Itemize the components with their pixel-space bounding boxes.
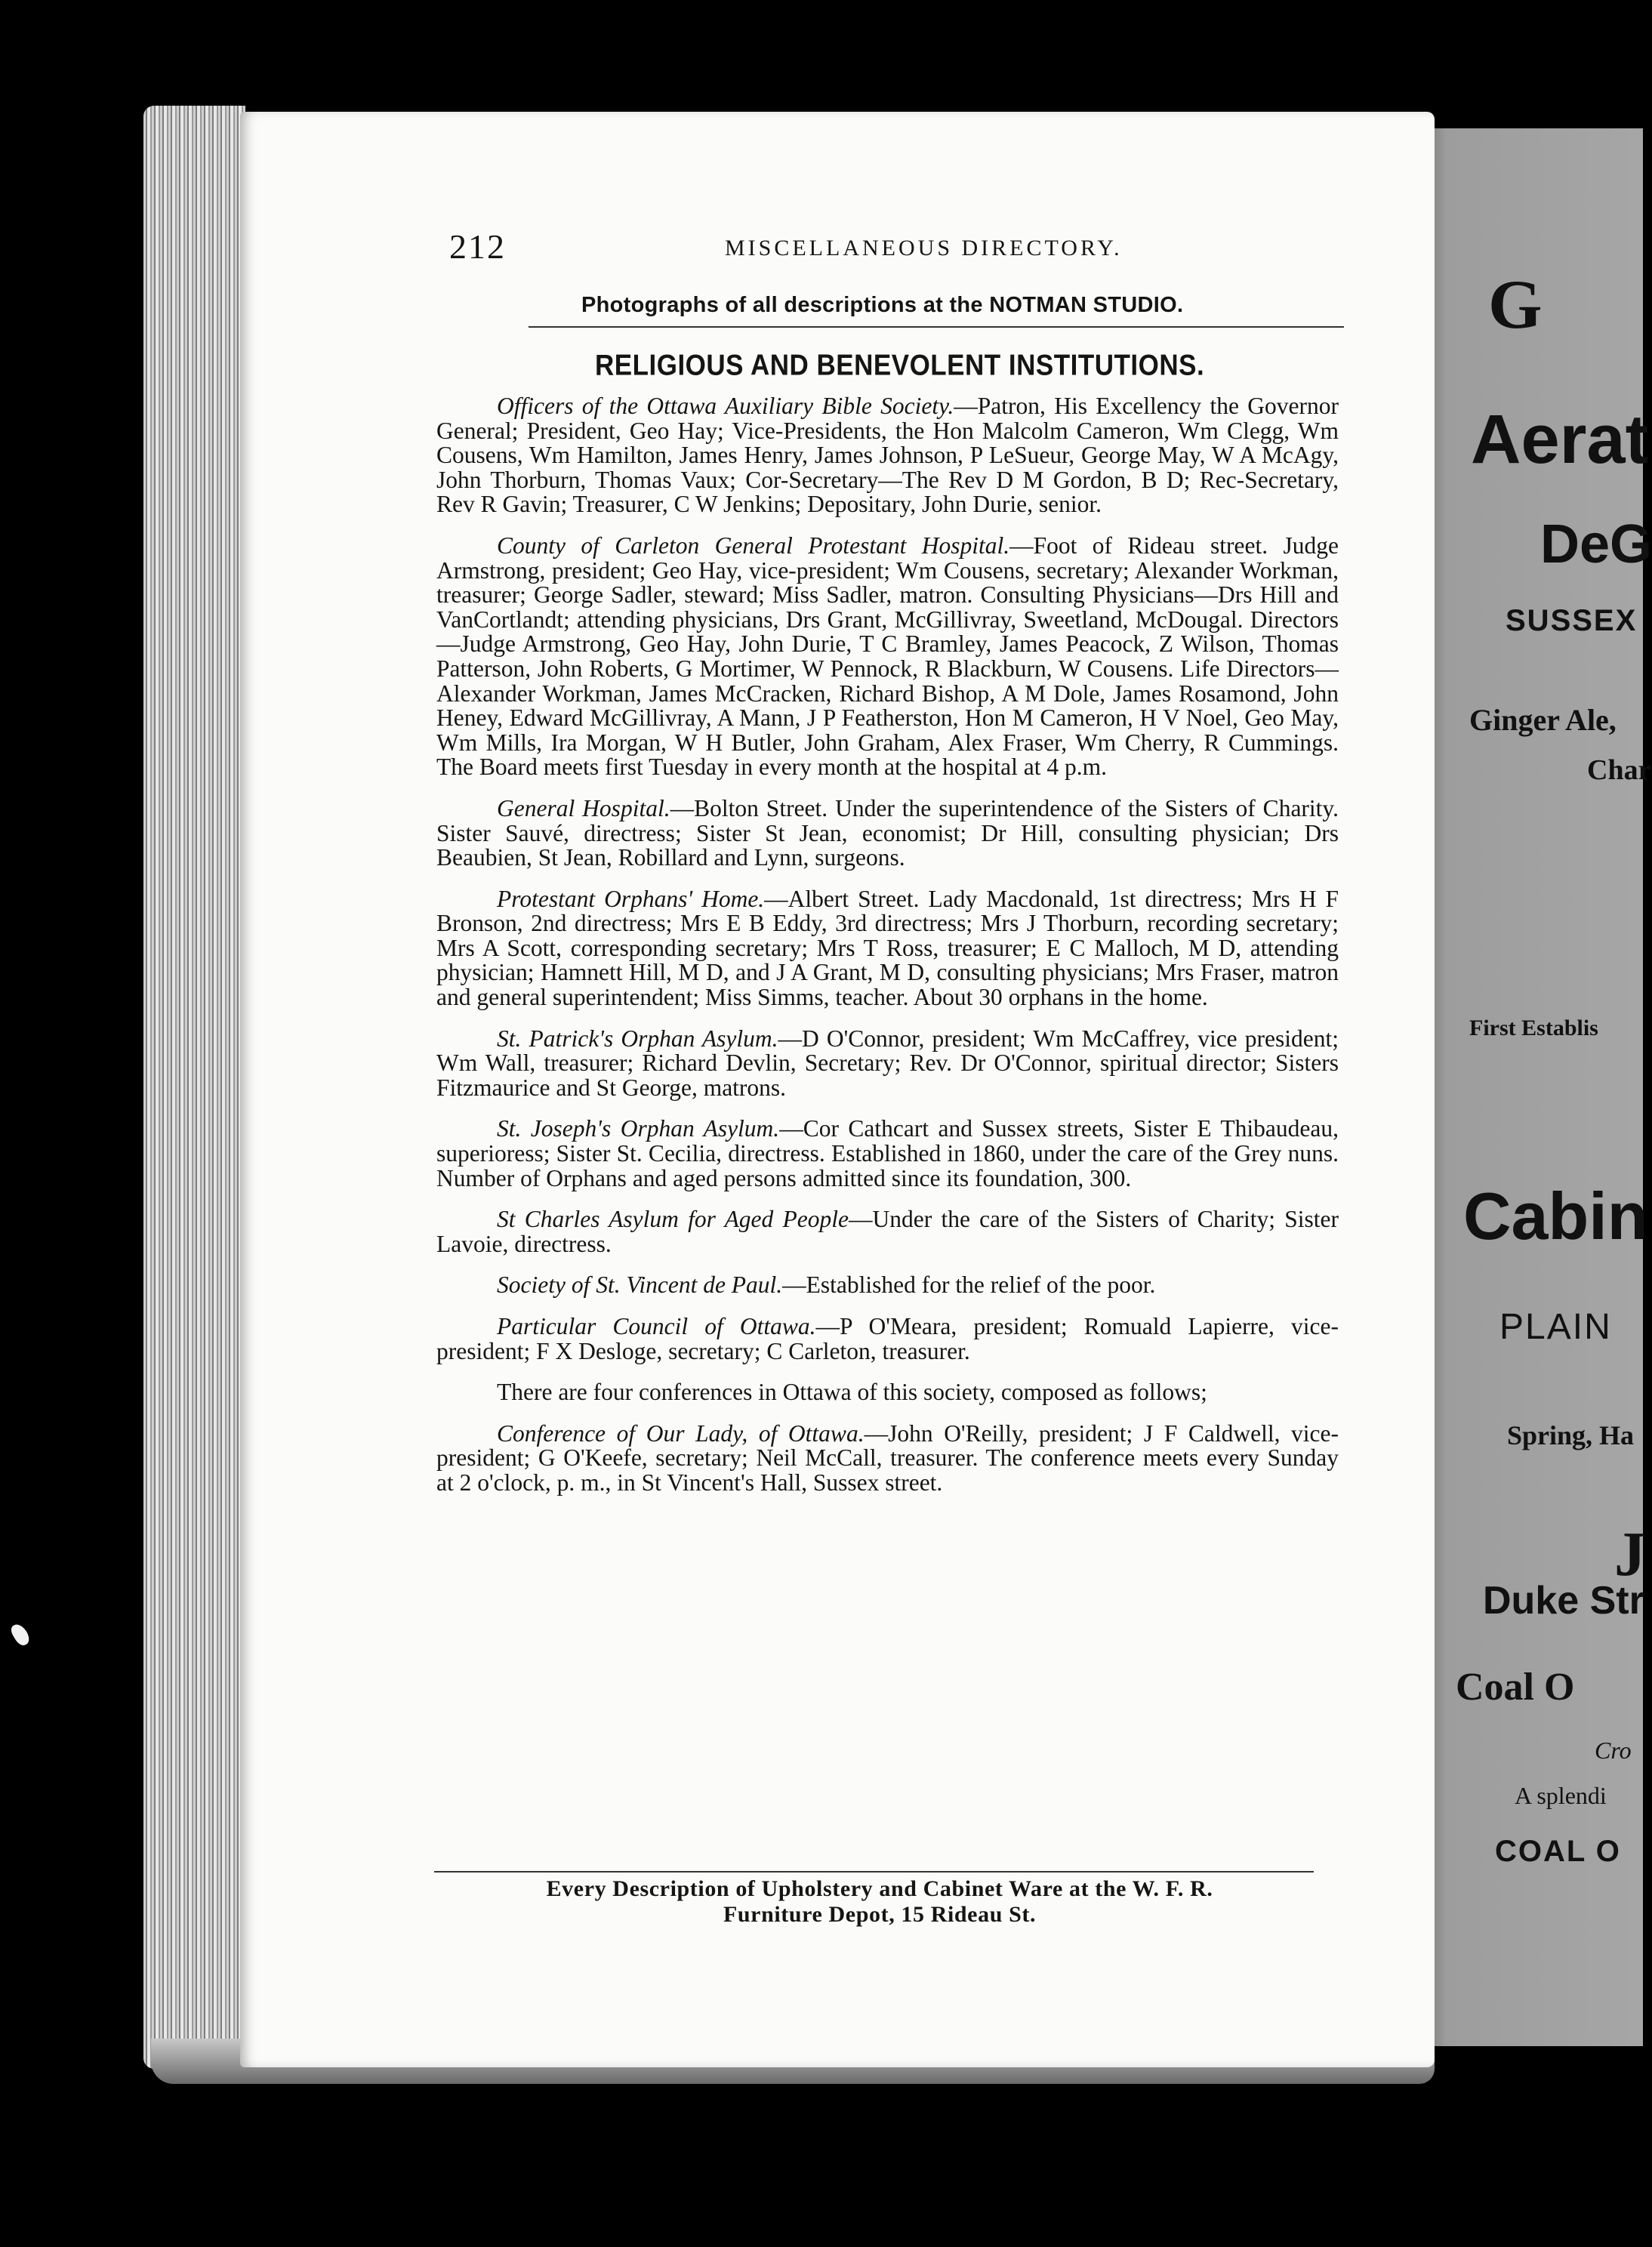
institution-entry: [436, 887, 1339, 1010]
entry-title: General Hospital.: [497, 794, 670, 821]
right-page-line: First Establis: [1469, 1016, 1598, 1040]
right-page-line: Char: [1587, 754, 1651, 786]
right-page-line: Coal O: [1456, 1666, 1575, 1709]
entry-title: St. Patrick's Orphan Asylum.: [497, 1025, 778, 1052]
right-page-line: A splendi: [1515, 1782, 1607, 1809]
right-page-line: Cro: [1595, 1737, 1632, 1764]
footer-advertisement: [461, 1876, 1299, 1928]
right-page-line: Duke Str: [1483, 1579, 1644, 1623]
entry-title: Officers of the Ottawa Auxiliary Bible Society.: [497, 393, 954, 419]
scan-speck: [9, 1622, 32, 1648]
right-page-line: PLAIN: [1499, 1307, 1612, 1347]
entry-text: —D O'Connor, president; Wm McCaffrey, vice president; Wm Wall, treasurer; Richard Devlin, Secretary; Rev. Dr O'Connor, spiritual director; Sisters Fitzmaurice and St George, matrons.: [436, 1025, 1339, 1101]
institution-entry: [436, 1117, 1339, 1191]
footer-ad-line: Furniture Depot, 15 Rideau St.: [723, 1902, 1037, 1927]
entry-title: St. Joseph's Orphan Asylum.: [497, 1115, 780, 1142]
institution-entry: [436, 1273, 1339, 1298]
entry-title: Conference of Our Lady, of Ottawa.: [497, 1419, 865, 1447]
institution-list: [436, 394, 1339, 1512]
entry-text: There are four conferences in Ottawa of this society, composed as follows;: [497, 1379, 1207, 1406]
right-page-line: Ginger Ale,: [1469, 703, 1617, 737]
header-advertisement: Photographs of all descriptions at the NOTMAN STUDIO.: [581, 293, 1184, 317]
right-page-line: Aerat: [1471, 401, 1649, 478]
header-rule: [529, 326, 1344, 328]
right-page-line: SUSSEX: [1506, 604, 1638, 637]
entry-text: —Established for the relief of the poor.: [782, 1271, 1156, 1299]
right-page-line: G: [1488, 266, 1543, 343]
institution-entry: [436, 394, 1339, 517]
institution-entry: [436, 1380, 1339, 1405]
entry-title: St Charles Asylum for Aged People: [497, 1206, 849, 1233]
entry-text: —Bolton Street. Under the superintendence of the Sisters of Charity. Sister Sauvé, directress; Sister St Jean, economist; Dr Hill, consulting physician; Drs Beaubien, St Jean, Robillard and Lynn, surgeons.: [436, 794, 1339, 871]
right-page-line: J: [1614, 1519, 1646, 1589]
section-title: RELIGIOUS AND BENEVOLENT INSTITUTIONS.: [595, 349, 1205, 382]
entry-title: Particular Council of Ottawa.: [497, 1313, 816, 1339]
institution-entry: [436, 1027, 1339, 1101]
entry-text: —Under the care of the Sisters of Charity; Sister Lavoie, directress.: [436, 1206, 1339, 1257]
footer-ad-line: Every Description of Upholstery and Cabinet Ware at the W. F. R.: [546, 1876, 1213, 1901]
adjacent-advertisement-page: [1416, 128, 1652, 2046]
page-number: 212: [449, 227, 506, 266]
entry-title: Protestant Orphans' Home.: [497, 885, 765, 912]
footer-rule: [434, 1871, 1314, 1872]
right-page-line: Spring, Ha: [1507, 1420, 1635, 1450]
institution-entry: [436, 1315, 1339, 1364]
running-head: MISCELLANEOUS DIRECTORY.: [725, 236, 1123, 260]
entry-text: —Cor Cathcart and Sussex streets, Sister E Thibaudeau, superioress; Sister St. Cecilia, directress. Established in 1860, under the care of the Grey nuns. Number of Orphans and aged persons admitted since its foundation, 300.: [436, 1115, 1339, 1191]
entry-title: County of Carleton General Protestant Hospital.: [497, 532, 1010, 559]
entry-text: —P O'Meara, president; Romuald Lapierre, vice-president; F X Desloge, secretary; C Carleton, treasurer.: [436, 1313, 1339, 1364]
book-page-edges: [143, 106, 245, 2069]
entry-text: —John O'Reilly, president; J F Caldwell, vice-president; G O'Keefe, secretary; Neil McCall, treasurer. The conference meets every Sunday at 2 o'clock, p. m., in St Vincent's Hall, Sussex street.: [436, 1419, 1339, 1496]
institution-entry: [436, 794, 1339, 871]
institution-entry: [436, 534, 1339, 780]
right-page-line: Cabin: [1463, 1179, 1648, 1253]
right-page-line: DeG: [1540, 514, 1652, 575]
entry-title: Society of St. Vincent de Paul.: [497, 1271, 783, 1299]
institution-entry: [436, 1419, 1339, 1496]
institution-entry: [436, 1207, 1339, 1256]
right-page-line: COAL O: [1495, 1835, 1621, 1868]
entry-text: —Patron, His Excellency the Governor General; President, Geo Hay; Vice-Presidents, the Hon Malcolm Cameron, Wm Clegg, Wm Cousens, Wm Hamilton, James Henry, James Johnson, P LeSueur, George May, W A McAgy, John Thorburn, Thomas Vaux; Cor-Secretary—The Rev D M Gordon, B D; Rec-Secretary, Rev R Gavin; Treasurer, C W Jenkins; Depositary, John Durie, senior.: [436, 393, 1339, 518]
entry-text: —Albert Street. Lady Macdonald, 1st directress; Mrs H F Bronson, 2nd directress; Mrs E B Eddy, 3rd directress; Mrs J Thorburn, recording secretary; Mrs A Scott, corresponding secretary; Mrs T Ross, treasurer; E C Malloch, M D, attending physician; Hamnett Hill, M D, and J A Grant, M D, consulting physicians; Mrs Fraser, matron and general superintendent; Miss Simms, teacher. About 30 orphans in the home.: [436, 885, 1339, 1011]
entry-text: —Foot of Rideau street. Judge Armstrong, president; Geo Hay, vice-president; Wm Cousens, secretary; Alexander Workman, treasurer; George Sadler, steward; Miss Sadler, matron. Consulting Physicians—Drs Hill and VanCortlandt; attending physicians, Drs Grant, McGillivray, Sweetland, McDougal. Directors—Judge Armstrong, Geo Hay, John Durie, T C Bramley, James Peacock, Z Wilson, Thomas Patterson, John Roberts, G Mortimer, W Pennock, R Blackburn, W Cousens. Life Directors—Alexander Workman, James McCracken, Richard Bishop, A M Dole, James Rosamond, John Heney, Edward McGillivray, A Mann, J P Featherston, Hon M Cameron, H V Noel, Geo May, Wm Mills, Ira Morgan, W H Butler, John Graham, Alex Fraser, Wm Cherry, R Cummings. The Board meets first Tuesday in every month at the hospital at 4 p.m.: [436, 532, 1339, 781]
